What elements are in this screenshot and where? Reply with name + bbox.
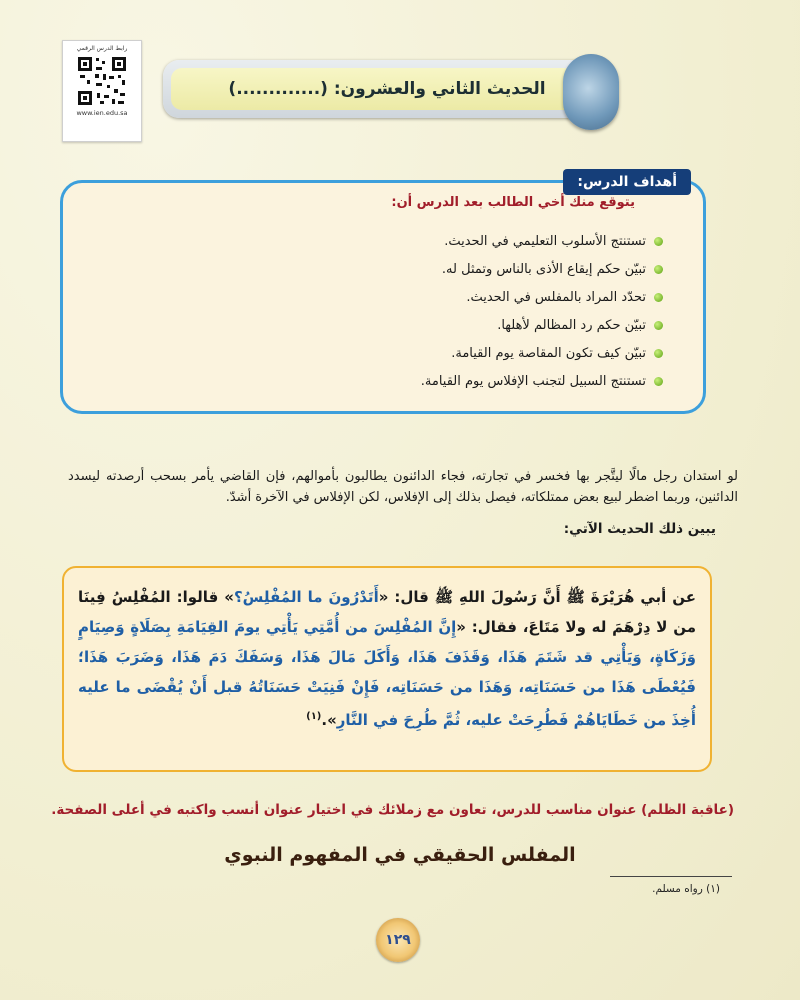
objective-text: تبيّن كيف تكون المقاصة يوم القيامة.	[451, 345, 646, 361]
qr-url: www.ien.edu.sa	[76, 109, 128, 117]
objective-item	[103, 311, 663, 339]
intro-question: يبين ذلك الحديث الآتي:	[563, 521, 716, 537]
footnote-divider	[610, 876, 732, 877]
bullet-icon	[654, 265, 663, 274]
hadith-end: ».	[321, 711, 337, 729]
hadith-narration-start: عن أبي هُرَيْرَةَ ﷺ أَنَّ رَسُولَ اللهِ ﷺ قال: «	[378, 588, 697, 606]
bullet-icon	[654, 377, 663, 386]
objective-text: تبيّن حكم إيقاع الأذى بالناس وتمثل له.	[441, 261, 646, 277]
hadith-answer: إِنَّ المُفْلِسَ من أُمَّتِي يَأْتِي يومَ القِيَامَةِ بِصَلَاةٍ وَصِيَامٍ وَزَكَاةٍ، وَيَأْتِي قد شَتَمَ هَذَا، وَقَذَفَ هَذَا، وَأَكَلَ مَالَ هَذَا، وَسَفَكَ دَمَ هَذَا، وَضَرَبَ هَذَا؛ فَيُعْطَى هَذَا من حَسَنَاتِه، وَهَذَا من حَسَنَاتِه، فَإِنْ فَنِيَتْ حَسَنَاتُهُ قبل أَنْ يُقْضَى ما عليه أُخِذَ من خَطَايَاهُمْ فَطُرِحَتْ عليه، ثُمَّ طُرِحَ في النَّارِ	[78, 618, 696, 729]
objective-text: تحدّد المراد بالمفلس في الحديث.	[466, 289, 646, 305]
intro-paragraph: لو استدان رجل مالًا ليتَّجر بها فخسر في تجارته، فجاء الدائنون يطالبون بأموالهم، فإن القاضي يأمر بسحب أرصدته ليسدد الدائنين، وربما اضطر لبيع بعض ممتلكاته، فيصل بذلك إلى الإفلاس، لكن الإفلاس في الآخرة أشدّ.	[68, 469, 738, 505]
footnote: (١) رواه مسلم.	[652, 883, 720, 895]
objectives-tab	[563, 169, 691, 195]
hadith-text	[78, 582, 696, 735]
lesson-title: الحديث الثاني والعشرون: (.............)	[228, 79, 546, 99]
objective-text: تبيّن حكم رد المظالم لأهلها.	[497, 317, 646, 333]
objective-text: تستنتج الأسلوب التعليمي في الحديث.	[444, 233, 646, 249]
objective-item	[103, 367, 663, 395]
objectives-list	[103, 227, 663, 395]
qr-code-icon	[76, 55, 128, 107]
objective-item	[103, 283, 663, 311]
task-instruction: (عاقبة الظلم) عنوان مناسب للدرس، تعاون مع زملائك في اختيار عنوان أنسب واكتبه في أعلى الصفحة.	[51, 802, 734, 818]
objectives-intro: يتوقع منك أخي الطالب بعد الدرس أن:	[391, 195, 635, 210]
objective-item	[103, 339, 663, 367]
qr-label: رابط الدرس الرقمي	[76, 45, 128, 52]
objectives-tab-label: أهداف الدرس:	[577, 174, 677, 190]
bullet-icon	[654, 349, 663, 358]
hadith-question: أَتَدْرُونَ ما المُفْلِسُ؟	[233, 588, 379, 606]
lesson-objectives-box	[60, 174, 706, 414]
bullet-icon	[654, 293, 663, 302]
qr-code-card[interactable]	[62, 40, 142, 142]
hadith-box	[62, 566, 712, 772]
ornament-badge-icon	[563, 54, 619, 130]
objective-item	[103, 255, 663, 283]
bullet-icon	[654, 237, 663, 246]
hadith-narration-middle: » قالوا: المُفْلِسُ فِينَا من لا دِرْهَمَ له ولا مَتَاعَ، فقال: «	[78, 588, 696, 636]
lesson-title-frame	[171, 68, 603, 110]
bullet-icon	[654, 321, 663, 330]
objective-item	[103, 227, 663, 255]
footnote-ref: (١)	[306, 711, 322, 722]
page-number: ١٢٩	[385, 932, 411, 948]
page-number-badge	[376, 918, 420, 962]
handwritten-answer: المفلس الحقيقي في المفهوم النبوي	[224, 844, 576, 866]
objective-text: تستنتج السبيل لتجنب الإفلاس يوم القيامة.	[420, 373, 646, 389]
lesson-title-banner	[163, 60, 611, 118]
